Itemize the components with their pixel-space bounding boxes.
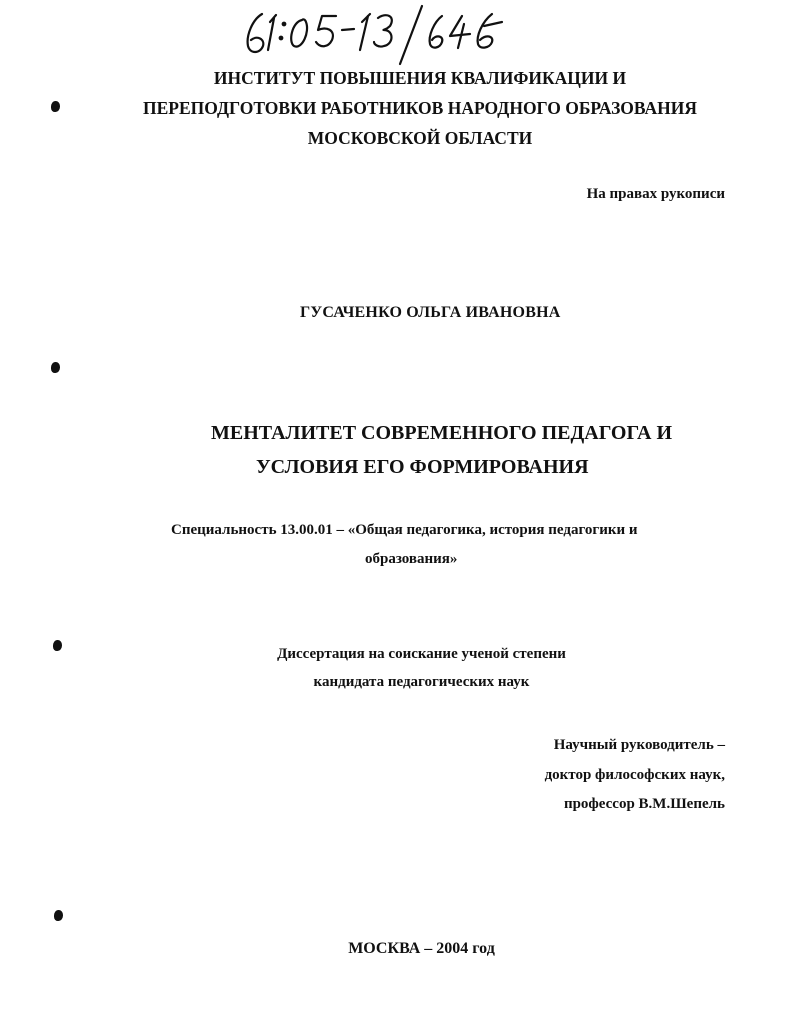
dissertation-title-line-1: МЕНТАЛИТЕТ СОВРЕМЕННОГО ПЕДАГОГА И (211, 422, 673, 444)
institute-header (120, 63, 720, 153)
supervisor-line-2: доктор философских наук, (544, 766, 725, 783)
specialty-line-2: образования» (365, 551, 458, 567)
punch-hole-mark (51, 101, 60, 112)
rights-note: На правах рукописи (586, 186, 725, 202)
supervisor-line-1: Научный руководитель – (553, 737, 725, 753)
institute-line-2: ПЕРЕПОДГОТОВКИ РАБОТНИКОВ НАРОДНОГО ОБРАЗОВАНИЯ (143, 98, 697, 118)
city-year: МОСКВА – 2004 год (348, 940, 495, 957)
handwritten-archive-code (240, 2, 540, 72)
author-name: ГУСАЧЕНКО ОЛЬГА ИВАНОВНА (300, 304, 561, 321)
punch-hole-mark (53, 640, 62, 651)
supervisor-line-3: профессор В.М.Шепель (563, 796, 725, 812)
institute-line-1: ИНСТИТУТ ПОВЫШЕНИЯ КВАЛИФИКАЦИИ И (213, 68, 627, 88)
degree-line-1: Диссертация на соискание ученой степени (277, 646, 566, 662)
dissertation-title-line-2: УСЛОВИЯ ЕГО ФОРМИРОВАНИЯ (256, 456, 589, 478)
institute-line-3: МОСКОВСКОЙ ОБЛАСТИ (307, 128, 533, 148)
supervisor-block (545, 731, 725, 820)
punch-hole-mark (51, 362, 60, 373)
degree-statement (0, 640, 795, 696)
specialty-line-1: Специальность 13.00.01 – «Общая педагогика, история педагогики и (171, 522, 638, 538)
degree-line-2: кандидата педагогических наук (313, 674, 530, 690)
punch-hole-mark (54, 910, 63, 921)
